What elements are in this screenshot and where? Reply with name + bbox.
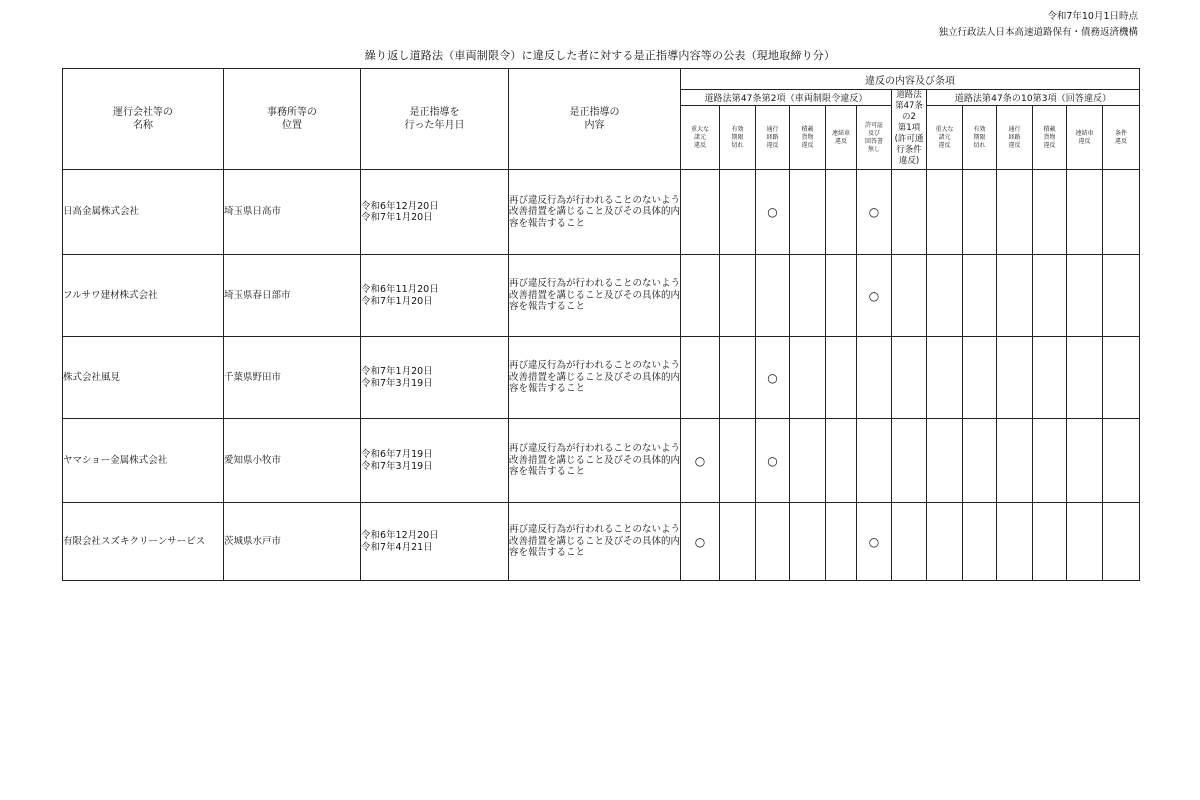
violation-mark-cell (857, 170, 892, 255)
circle-mark: ○ (767, 453, 778, 468)
violation-mark-cell (1067, 170, 1103, 255)
violation-mark-cell (756, 503, 790, 581)
violation-mark-cell (756, 337, 790, 419)
circle-mark: ○ (767, 370, 778, 385)
subcol-a4: 積載 貨物 違反 (790, 106, 826, 170)
subcol-b2: 有効 期限 切れ (963, 106, 997, 170)
subcol-b6: 条件 違反 (1103, 106, 1140, 170)
guidance-content-cell: 再び違反行為が行われることのないよう改善措置を講じること及びその具体的内容を報告すること (509, 337, 681, 419)
violation-mark-cell (1033, 337, 1067, 419)
subcol-a5: 連結車 違反 (826, 106, 857, 170)
violation-mark-cell (790, 170, 826, 255)
violation-mark-cell (857, 503, 892, 581)
violation-mark-cell (790, 419, 826, 503)
violation-mark-cell (997, 503, 1033, 581)
violation-mark-cell (1067, 255, 1103, 337)
violation-mark-cell (1103, 503, 1140, 581)
guidance-content-cell: 再び違反行為が行われることのないよう改善措置を講じること及びその具体的内容を報告すること (509, 170, 681, 255)
organization-name: 独立行政法人日本高速道路保有・債務返済機構 (938, 27, 1138, 38)
violation-mark-cell (1103, 419, 1140, 503)
column-header-article-47-10: 道路法第47条の10第3項（回答違反） (927, 90, 1140, 106)
violation-mark-cell (997, 170, 1033, 255)
violation-mark-cell (1103, 170, 1140, 255)
subcol-b5: 連結車 違反 (1067, 106, 1103, 170)
circle-mark: ○ (767, 205, 778, 219)
company-name-cell: フルサワ建材株式会社 (63, 255, 224, 337)
location-cell: 愛知県小牧市 (224, 419, 361, 503)
violation-mark-cell (720, 170, 756, 255)
report-date: 令和7年10月1日時点 (1047, 11, 1138, 22)
violation-mark-cell (927, 255, 963, 337)
table-row (63, 503, 1140, 581)
violation-mark-cell (997, 419, 1033, 503)
violation-mark-cell (927, 170, 963, 255)
violation-mark-cell (963, 255, 997, 337)
circle-mark: ○ (694, 453, 706, 468)
circle-mark: ○ (868, 534, 880, 549)
subcol-a2: 有効 期限 切れ (720, 106, 756, 170)
guidance-dates-cell: 令和6年7月19日 令和7年3月19日 (361, 419, 509, 503)
violation-mark-cell (892, 255, 927, 337)
violation-mark-cell (927, 503, 963, 581)
violation-mark-cell (857, 255, 892, 337)
column-header-violations: 違反の内容及び条項 (681, 69, 1140, 90)
violation-mark-cell (892, 419, 927, 503)
violation-mark-cell (1033, 170, 1067, 255)
violation-mark-cell (997, 255, 1033, 337)
column-header-company: 運行会社等の 名称 (63, 69, 224, 170)
violation-mark-cell (681, 337, 720, 419)
guidance-content-cell: 再び違反行為が行われることのないよう改善措置を講じること及びその具体的内容を報告すること (509, 503, 681, 581)
violation-mark-cell (1033, 419, 1067, 503)
violation-mark-cell (756, 255, 790, 337)
subcol-a1: 重大な 諸元 違反 (681, 106, 720, 170)
subcol-b4: 積載 貨物 違反 (1033, 106, 1067, 170)
violation-mark-cell (1067, 337, 1103, 419)
violation-mark-cell (1033, 503, 1067, 581)
company-name-cell: 有限会社スズキクリーンサービス (63, 503, 224, 581)
violation-mark-cell (790, 337, 826, 419)
column-header-article-47-2-2: 道路法 第47条 の2 第1項 (許可通 行条件 違反) (892, 90, 927, 170)
subcol-a3: 通行 経路 違反 (756, 106, 790, 170)
location-cell: 千葉県野田市 (224, 337, 361, 419)
violation-mark-cell (997, 337, 1033, 419)
violation-mark-cell (826, 170, 857, 255)
company-name-cell: ヤマショー金属株式会社 (63, 419, 224, 503)
table-row (63, 419, 1140, 503)
column-header-article-47-2: 道路法第47条第2項（車両制限令違反） (681, 90, 892, 106)
circle-mark: ○ (868, 205, 880, 219)
violation-mark-cell (927, 337, 963, 419)
circle-mark: ○ (868, 288, 880, 303)
violation-mark-cell (826, 419, 857, 503)
violation-mark-cell (681, 419, 720, 503)
violation-mark-cell (720, 503, 756, 581)
violations-table (62, 68, 1140, 581)
subcol-b3: 通行 経路 違反 (997, 106, 1033, 170)
subcol-b1: 重大な 諸元 違反 (927, 106, 963, 170)
guidance-dates-cell: 令和6年11月20日 令和7年1月20日 (361, 255, 509, 337)
violation-mark-cell (857, 419, 892, 503)
violation-mark-cell (681, 170, 720, 255)
column-header-content: 是正指導の 内容 (509, 69, 681, 170)
location-cell: 埼玉県日高市 (224, 170, 361, 255)
circle-mark: ○ (694, 534, 706, 549)
violation-mark-cell (681, 503, 720, 581)
violation-mark-cell (756, 419, 790, 503)
guidance-dates-cell: 令和6年12月20日 令和7年1月20日 (361, 170, 509, 255)
violation-mark-cell (892, 337, 927, 419)
violation-mark-cell (720, 337, 756, 419)
violation-mark-cell (826, 503, 857, 581)
subcol-a6: 許可証 及び 回答書 無し (857, 106, 892, 170)
guidance-content-cell: 再び違反行為が行われることのないよう改善措置を講じること及びその具体的内容を報告すること (509, 255, 681, 337)
violation-mark-cell (720, 419, 756, 503)
violation-mark-cell (790, 503, 826, 581)
violation-mark-cell (720, 255, 756, 337)
violation-mark-cell (1033, 255, 1067, 337)
violation-mark-cell (1103, 337, 1140, 419)
violation-mark-cell (892, 503, 927, 581)
column-header-location: 事務所等の 位置 (224, 69, 361, 170)
violation-mark-cell (826, 255, 857, 337)
violation-mark-cell (826, 337, 857, 419)
guidance-dates-cell: 令和7年1月20日 令和7年3月19日 (361, 337, 509, 419)
violation-mark-cell (892, 170, 927, 255)
violation-mark-cell (681, 255, 720, 337)
guidance-content-cell: 再び違反行為が行われることのないよう改善措置を講じること及びその具体的内容を報告すること (509, 419, 681, 503)
location-cell: 埼玉県春日部市 (224, 255, 361, 337)
violation-mark-cell (963, 419, 997, 503)
violation-mark-cell (756, 170, 790, 255)
table-row (63, 170, 1140, 255)
company-name-cell: 株式会社風見 (63, 337, 224, 419)
table-row (63, 337, 1140, 419)
company-name-cell: 日高金属株式会社 (63, 170, 224, 255)
violation-mark-cell (1067, 503, 1103, 581)
violation-mark-cell (963, 337, 997, 419)
location-cell: 茨城県水戸市 (224, 503, 361, 581)
violation-mark-cell (857, 337, 892, 419)
violation-mark-cell (963, 503, 997, 581)
violation-mark-cell (963, 170, 997, 255)
violation-mark-cell (1103, 255, 1140, 337)
violation-mark-cell (927, 419, 963, 503)
page-title: 繰り返し道路法（車両制限令）に違反した者に対する是正指導内容等の公表（現地取締り分） (364, 49, 836, 62)
column-header-date: 是正指導を 行った年月日 (361, 69, 509, 170)
violation-mark-cell (1067, 419, 1103, 503)
violation-mark-cell (790, 255, 826, 337)
table-row (63, 255, 1140, 337)
guidance-dates-cell: 令和6年12月20日 令和7年4月21日 (361, 503, 509, 581)
